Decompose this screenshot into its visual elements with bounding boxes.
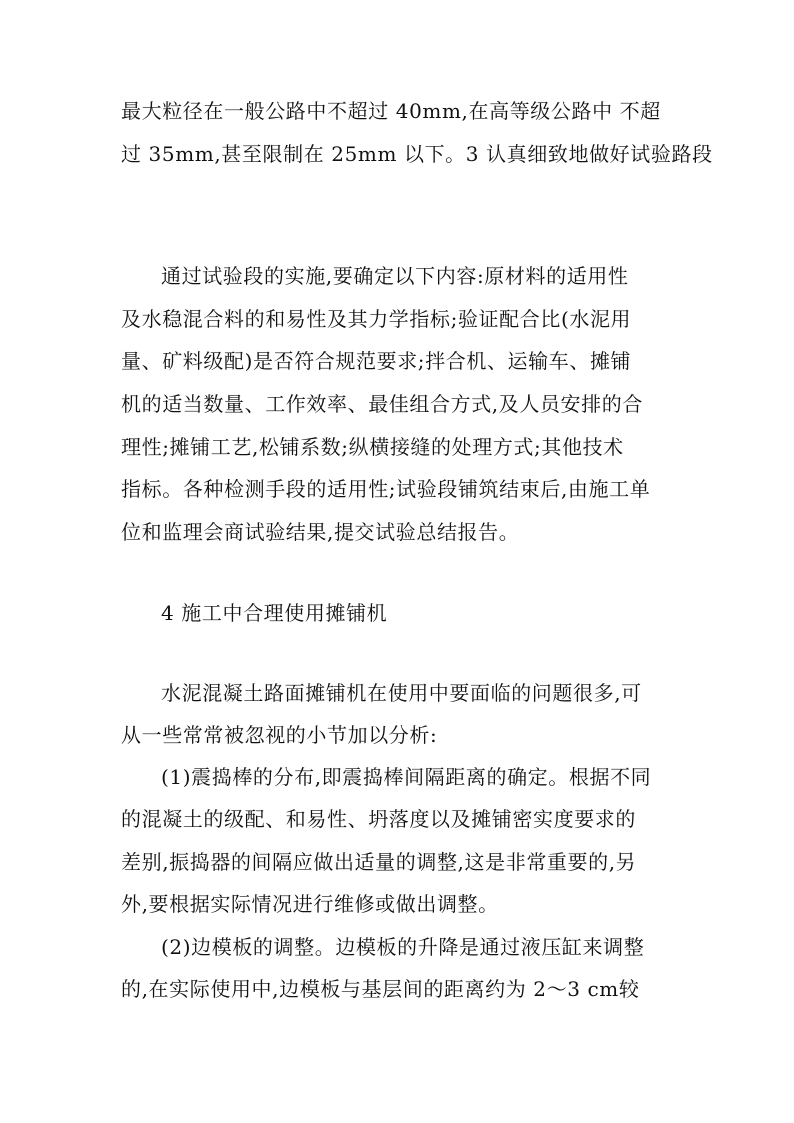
text-line: 理性;摊铺工艺,松铺系数;纵横接缝的处理方式;其他技术 — [121, 435, 624, 459]
text-line: 的,在实际使用中,边模板与基层间的距离约为 2～3 cm较 — [121, 977, 640, 1001]
text-line: 及水稳混合料的和易性及其力学指标;验证配合比(水泥用 — [121, 307, 632, 331]
text-line: 外,要根据实际情况进行维修或做出调整。 — [121, 892, 499, 916]
section-heading: 4 施工中合理使用摊铺机 — [161, 601, 388, 625]
paragraph-first-line: (1)震捣棒的分布,即震捣棒间隔距离的确定。根据不同 — [161, 765, 652, 789]
text-line: 从一些常常被忽视的小节加以分析: — [121, 723, 438, 747]
paragraph-first-line: 通过试验段的实施,要确定以下内容:原材料的适用性 — [161, 264, 629, 288]
paragraph-first-line: 水泥混凝土路面摊铺机在使用中要面临的问题很多,可 — [161, 681, 642, 705]
text-line: 量、矿料级配)是否符合规范要求;拌合机、运输车、摊铺 — [121, 349, 632, 373]
text-line: 差别,振捣器的间隔应做出适量的调整,这是非常重要的,另 — [121, 850, 637, 874]
text-line: 位和监理会商试验结果,提交试验总结报告。 — [121, 520, 520, 544]
text-line: 机的适当数量、工作效率、最佳组合方式,及人员安排的合 — [121, 392, 643, 416]
text-line: 指标。各种检测手段的适用性;试验段铺筑结束后,由施工单 — [121, 477, 651, 501]
text-line: 最大粒径在一般公路中不超过 40mm,在高等级公路中 不超 — [121, 99, 661, 123]
text-line: 过 35mm,甚至限制在 25mm 以下。3 认真细致地做好试验路段 — [121, 142, 713, 166]
paragraph-first-line: (2)边模板的调整。边模板的升降是通过液压缸来调整 — [161, 935, 645, 959]
text-line: 的混凝土的级配、和易性、坍落度以及摊铺密实度要求的 — [121, 807, 636, 831]
